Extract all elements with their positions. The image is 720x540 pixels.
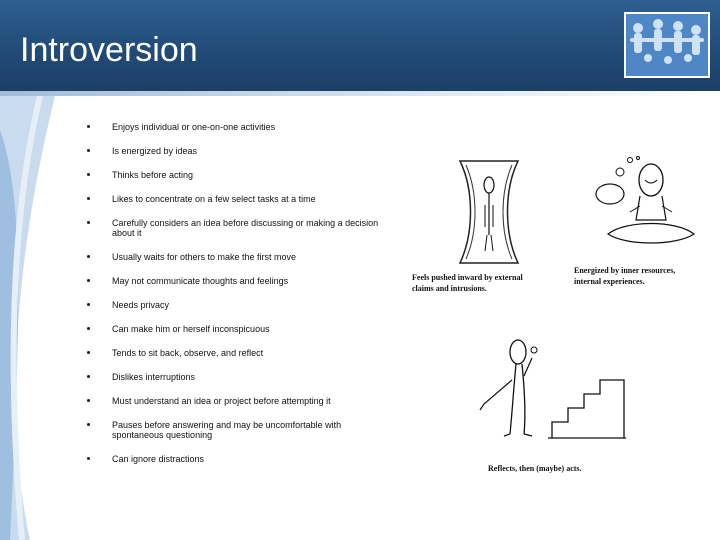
- bullet-dot-icon: [87, 457, 90, 460]
- list-item: [84, 454, 384, 478]
- bullet-dot-icon: [87, 279, 90, 282]
- header-strip: [0, 91, 720, 96]
- list-item: [84, 300, 384, 324]
- list-item: [84, 252, 384, 276]
- list-item: [84, 420, 384, 454]
- reflects-drawing: [474, 324, 636, 458]
- bullet-text: Thinks before acting: [112, 170, 194, 180]
- bullet-dot-icon: [87, 375, 90, 378]
- list-item: [84, 170, 384, 194]
- bullet-text: Carefully considers an idea before discussing or making a decision about it: [112, 218, 379, 238]
- list-item: [84, 146, 384, 170]
- list-item: [84, 122, 384, 146]
- bullet-dot-icon: [87, 327, 90, 330]
- bullet-text: Enjoys individual or one-on-one activities: [112, 122, 276, 132]
- list-item: [84, 324, 384, 348]
- figure-reflects: [474, 324, 636, 474]
- bullet-text: Pauses before answering and may be uncomfortable with spontaneous questioning: [112, 420, 342, 440]
- list-item: [84, 396, 384, 420]
- slide-title: Introversion: [20, 31, 198, 69]
- bullet-dot-icon: [87, 125, 90, 128]
- energized-drawing: [566, 150, 706, 262]
- caption-energized-line2: internal experiences.: [574, 277, 645, 286]
- bullet-dot-icon: [87, 221, 90, 224]
- list-item: [84, 218, 384, 252]
- bullet-text: Likes to concentrate on a few select tasks at a time: [112, 194, 316, 204]
- list-item: [84, 372, 384, 396]
- bullet-dot-icon: [87, 255, 90, 258]
- bullet-text: Usually waits for others to make the first move: [112, 252, 297, 262]
- bullet-text: Must understand an idea or project before attempting it: [112, 396, 331, 406]
- bullet-text: Is energized by ideas: [112, 146, 198, 156]
- list-item: [84, 194, 384, 218]
- bullet-dot-icon: [87, 303, 90, 306]
- caption-pushed-line2: claims and intrusions.: [412, 284, 487, 293]
- caption-energized-line1: Energized by inner resources,: [574, 266, 676, 275]
- figure-pushed-inward: [408, 155, 548, 300]
- bullet-dot-icon: [87, 149, 90, 152]
- bullet-text: Tends to sit back, observe, and reflect: [112, 348, 264, 358]
- list-item: [84, 276, 384, 300]
- caption-pushed-line1: Feels pushed inward by external: [412, 273, 523, 282]
- bullet-text: Dislikes interruptions: [112, 372, 196, 382]
- bullet-text: Needs privacy: [112, 300, 170, 310]
- bullet-dot-icon: [87, 351, 90, 354]
- bullet-text: May not communicate thoughts and feelings: [112, 276, 289, 286]
- bullet-text: Can make him or herself inconspicuous: [112, 324, 270, 334]
- bullet-list: [84, 122, 384, 478]
- bullet-dot-icon: [87, 423, 90, 426]
- list-item: [84, 348, 384, 372]
- people-circle-logo-icon: [624, 12, 710, 78]
- bullet-dot-icon: [87, 197, 90, 200]
- pushed-inward-drawing: [408, 155, 548, 267]
- caption-reflects: Reflects, then (maybe) acts.: [488, 464, 582, 473]
- figure-energized: [566, 150, 706, 295]
- bullet-text: Can ignore distractions: [112, 454, 205, 464]
- bullet-dot-icon: [87, 399, 90, 402]
- bullet-dot-icon: [87, 173, 90, 176]
